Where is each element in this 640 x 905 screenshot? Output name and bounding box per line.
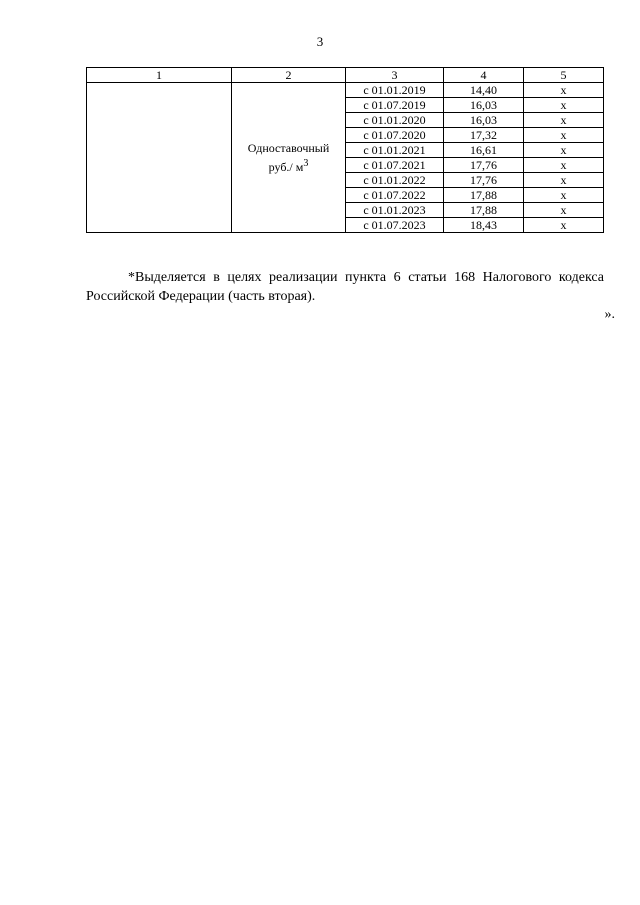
page-number: 3 — [316, 34, 324, 49]
date-cell: с 01.01.2023 — [346, 203, 444, 218]
mark-cell: x — [524, 218, 604, 233]
header-col-3: 3 — [346, 68, 444, 83]
mark-cell: x — [524, 83, 604, 98]
mark-cell: x — [524, 128, 604, 143]
tariff-type-cell — [232, 83, 346, 233]
value-cell: 17,88 — [444, 188, 524, 203]
date-cell: с 01.07.2019 — [346, 98, 444, 113]
table-header-row — [87, 68, 604, 83]
header-col-1: 1 — [87, 68, 232, 83]
tariff-unit-label: руб./ м — [268, 159, 304, 174]
tariff-type-label: Одноставочный — [247, 140, 330, 155]
value-cell: 17,88 — [444, 203, 524, 218]
date-cell: с 01.01.2022 — [346, 173, 444, 188]
mark-cell: x — [524, 158, 604, 173]
value-cell: 17,32 — [444, 128, 524, 143]
mark-cell: x — [524, 188, 604, 203]
mark-cell: x — [524, 203, 604, 218]
tariff-table — [86, 67, 604, 233]
value-cell: 17,76 — [444, 158, 524, 173]
tariff-unit-superscript: 3 — [303, 157, 309, 169]
mark-cell: x — [524, 98, 604, 113]
header-col-5: 5 — [524, 68, 604, 83]
mark-cell: x — [524, 143, 604, 158]
value-cell: 17,76 — [444, 173, 524, 188]
date-cell: с 01.01.2019 — [346, 83, 444, 98]
date-cell: с 01.07.2020 — [346, 128, 444, 143]
header-col-4: 4 — [444, 68, 524, 83]
date-cell: с 01.01.2021 — [346, 143, 444, 158]
date-cell: с 01.07.2022 — [346, 188, 444, 203]
date-cell: с 01.01.2020 — [346, 113, 444, 128]
value-cell: 18,43 — [444, 218, 524, 233]
date-cell: с 01.07.2023 — [346, 218, 444, 233]
footnote-text: *Выделяется в целях реализации пункта 6 статьи 168 Налогового кодекса Российской Федерации (часть вторая). — [86, 270, 604, 304]
value-cell: 14,40 — [444, 83, 524, 98]
table-row — [87, 83, 604, 98]
header-col-2: 2 — [232, 68, 346, 83]
value-cell: 16,61 — [444, 143, 524, 158]
value-cell: 16,03 — [444, 113, 524, 128]
mark-cell: x — [524, 113, 604, 128]
date-cell: с 01.07.2021 — [346, 158, 444, 173]
mark-cell: x — [524, 173, 604, 188]
closing-quote: ». — [604, 307, 615, 322]
empty-merged-cell — [87, 83, 232, 233]
value-cell: 16,03 — [444, 98, 524, 113]
